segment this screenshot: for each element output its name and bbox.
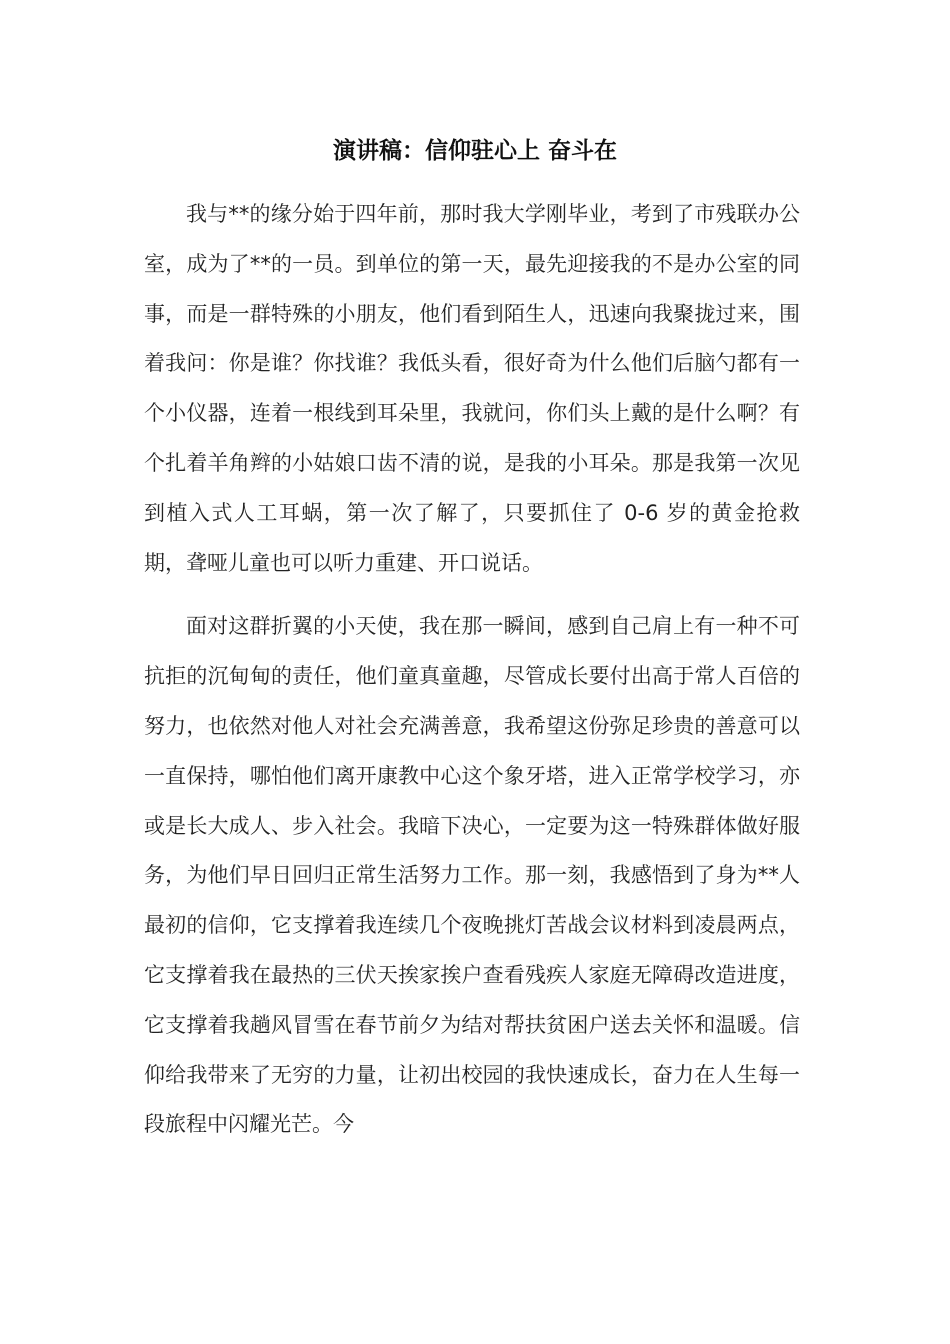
paragraph-1: 我与**的缘分始于四年前，那时我大学刚毕业，考到了市残联办公室，成为了**的一员。到单位的第一天，最先迎接我的不是办公室的同事，而是一群特殊的小朋友，他们看到陌生人，迅速向我聚拢过来，围着我问：你是谁？你找谁？我低头看，很好奇为什么他们后脑勺都有一个小仪器，连着一根线到耳朵里，我就问，你们头上戴的是什么啊？有个扎着羊角辫的小姑娘口齿不清的说，是我的小耳朵。那是我第一次见到植入式人工耳蜗，第一次了解了，只要抓住了 0-6 岁的黄金抢救期，聋哑儿童也可以听力重建、开口说话。 xyxy=(144,202,800,575)
document-body xyxy=(144,190,800,1150)
document-title: 演讲稿：信仰驻心上 奋斗在 xyxy=(332,138,617,164)
paragraph-2: 面对这群折翼的小天使，我在那一瞬间，感到自己肩上有一种不可抗拒的沉甸甸的责任，他们童真童趣，尽管成长要付出高于常人百倍的努力，也依然对他人对社会充满善意，我希望这份弥足珍贵的善意可以一直保持，哪怕他们离开康教中心这个象牙塔，进入正常学校学习，亦或是长大成人、步入社会。我暗下决心，一定要为这一特殊群体做好服务，为他们早日回归正常生活努力工作。那一刻，我感悟到了身为**人最初的信仰，它支撑着我连续几个夜晚挑灯苦战会议材料到凌晨两点，它支撑着我在最热的三伏天挨家挨户查看残疾人家庭无障碍改造进度，它支撑着我趟风冒雪在春节前夕为结对帮扶贫困户送去关怀和温暖。信仰给我带来了无穷的力量，让初出校园的我快速成长，奋力在人生每一段旅程中闪耀光芒。今 xyxy=(144,614,800,1137)
